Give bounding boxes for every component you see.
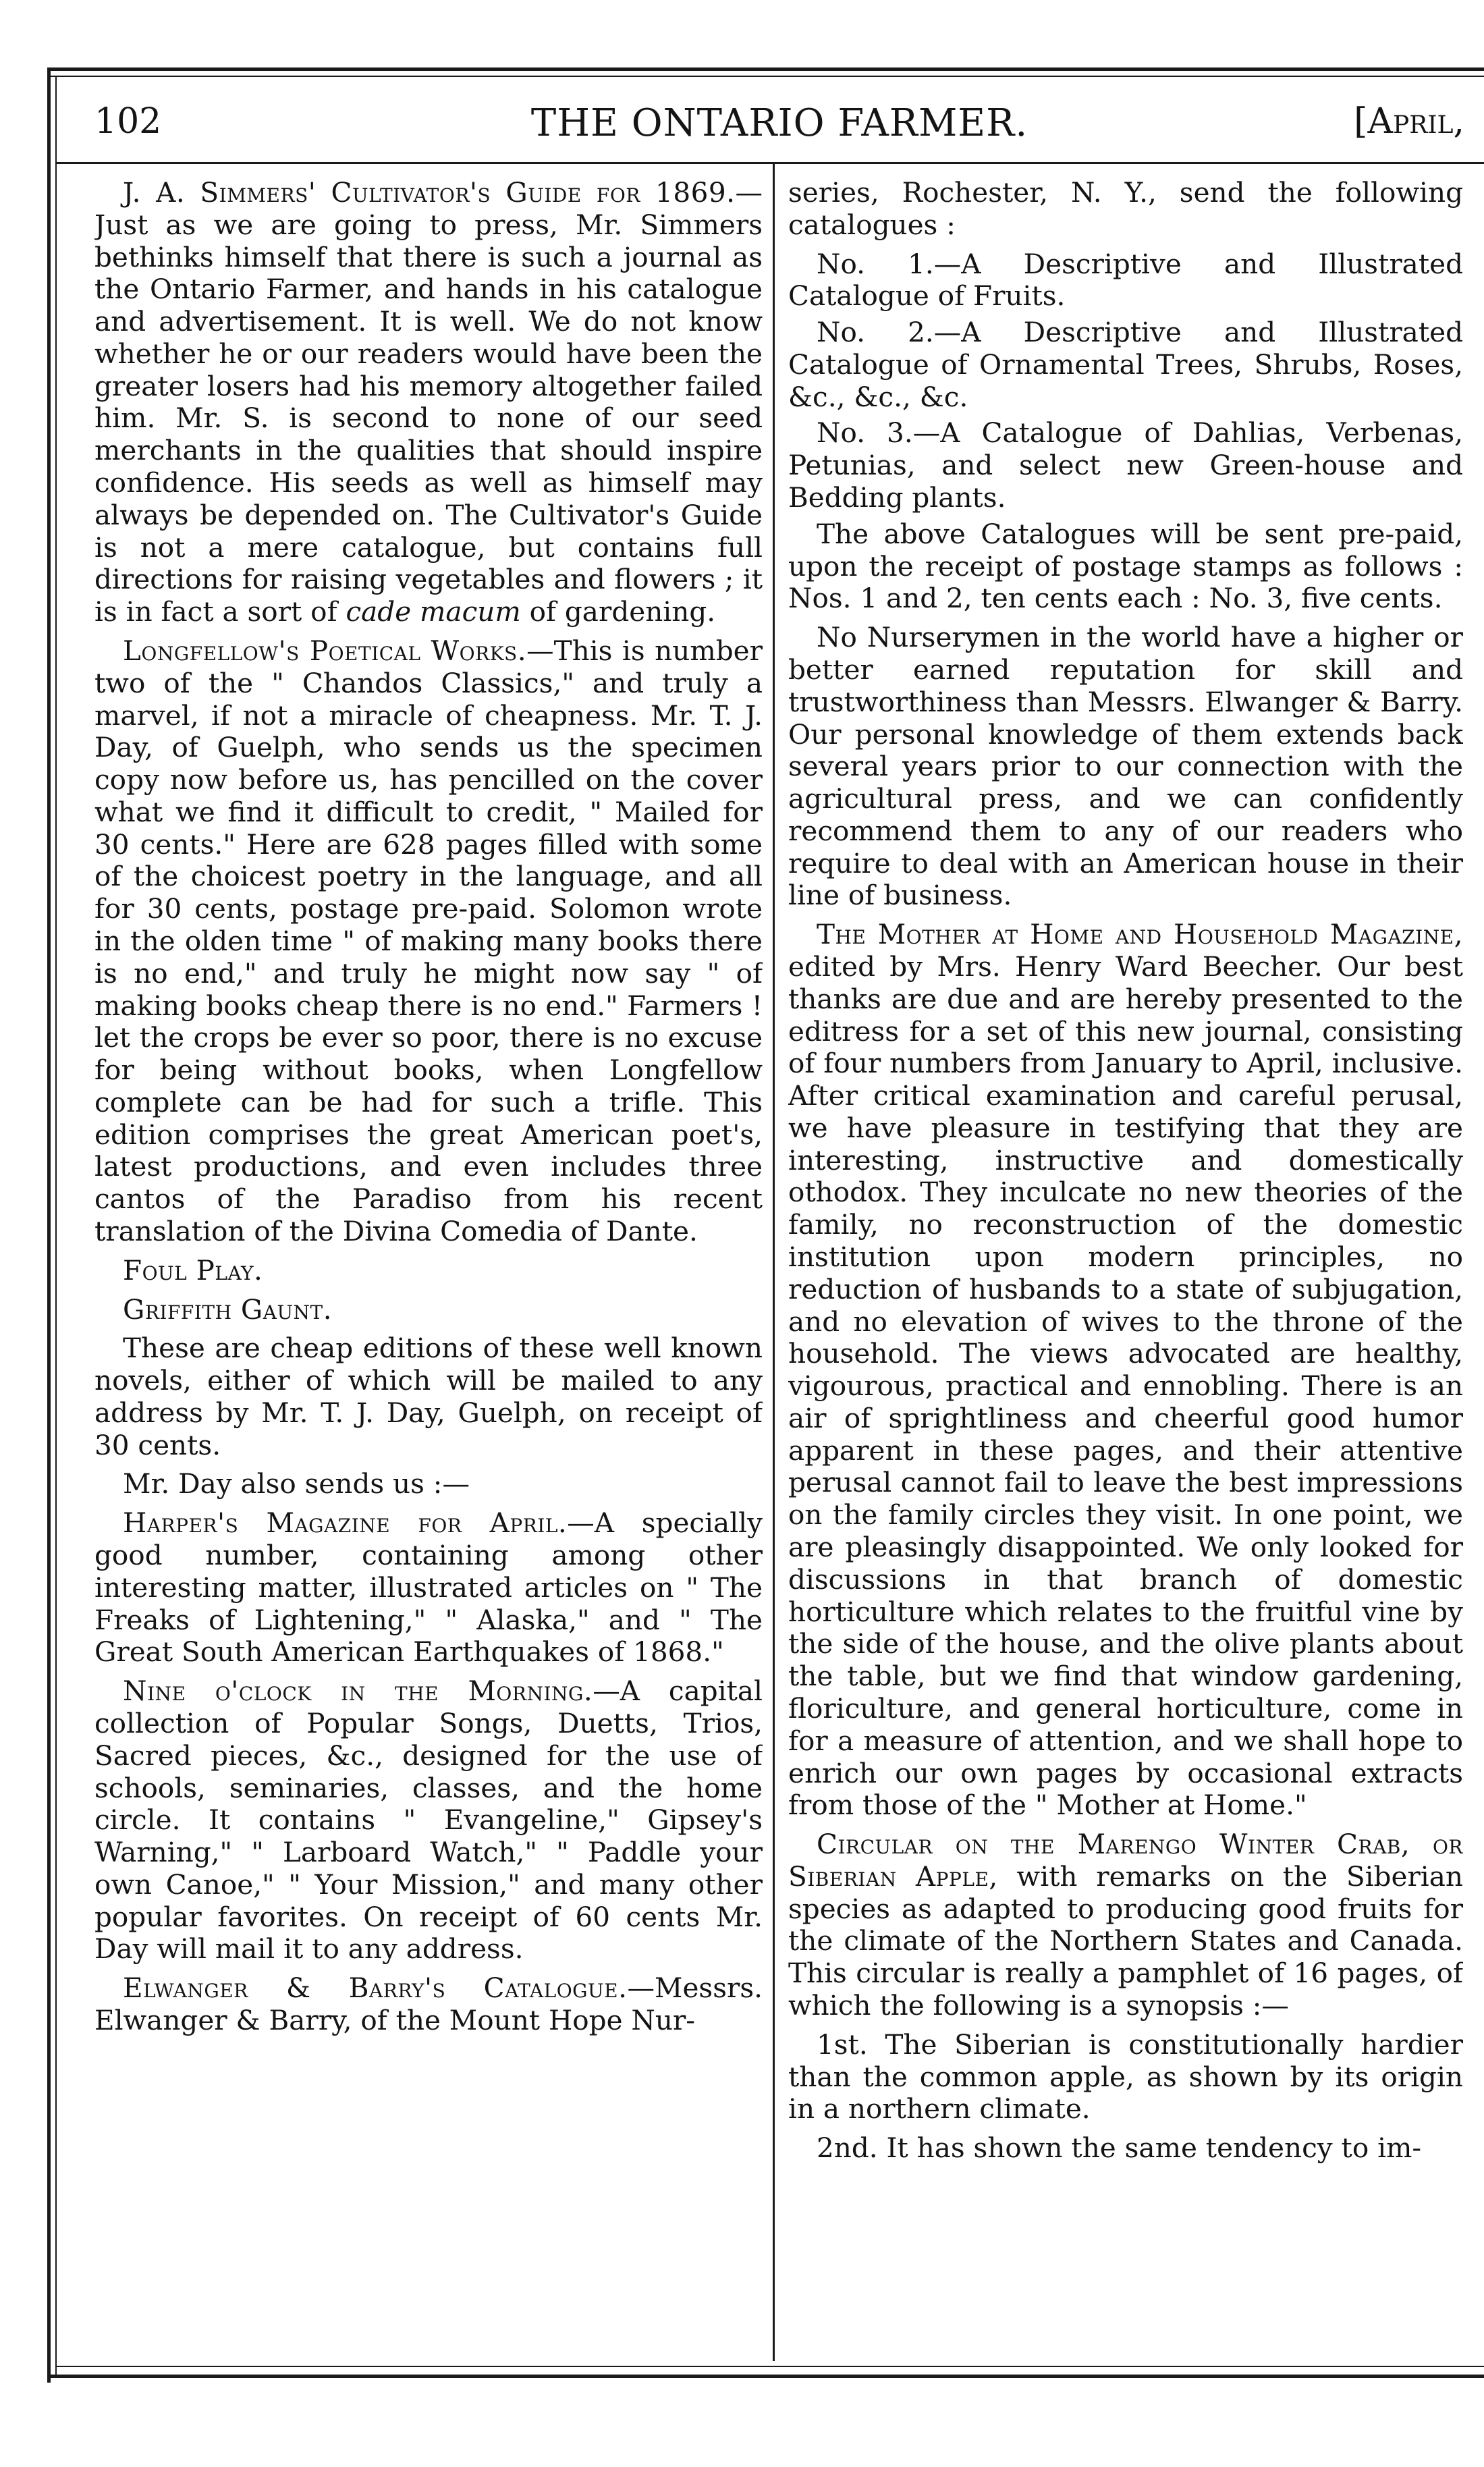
left-border-thin — [55, 76, 57, 2377]
catalogue-list — [788, 248, 1463, 514]
running-header — [94, 101, 1464, 162]
nurseries-continuation: series, Rochester, N. Y., send the following catalogues : — [788, 177, 1463, 241]
header-rule — [57, 162, 1484, 164]
bottom-border-thick — [47, 2375, 1484, 2378]
nurserymen-reputation-paragraph: No Nurserymen in the world have a higher or better earned reputation for skill and trustworthiness than Messrs. Elwanger & Barry. Our personal knowledge of them extends back several years prior to our connection with the agricultural press, and we can confidently recommend them to any of our readers who require to deal with an American house in their line of business. — [788, 621, 1463, 912]
catalogue-item-2: No. 2.—A Descriptive and Illustrated Catalogue of Ornamental Trees, Shrubs, Roses, &c., &c., &c. — [788, 316, 1463, 413]
longfellow-heading: Longfellow's Poetical Works. — [123, 634, 527, 667]
marengo-circular-heading: Circular on the Marengo Winter Crab, or Siberian Apple, — [788, 1828, 1463, 1893]
issue-month: [April, — [1354, 101, 1464, 142]
cheap-editions-paragraph: These are cheap editions of these well known novels, either of which will be mailed to any address by Mr. T. J. Day, Guelph, on receipt of 30 cents. — [94, 1332, 763, 1461]
nine-oclock-body: —A capital collection of Popular Songs, Duetts, Trios, Sacred pieces, &c., designed for the use of schools, seminaries, classes, and the home circle. It contains " Evangeline," Gipsey's Warning," " Larboard Watch," " Paddle your own Canoe," " Your Mission," and many other popular favorites. On receipt of 60 cents Mr. Day will mail it to any address. — [94, 1675, 763, 1966]
synopsis-point-1: 1st. The Siberian is constitutionally hardier than the common apple, as shown by its origin in a northern climate. — [788, 2028, 1463, 2125]
marengo-circular-body: with remarks on the Siberian species as adapted to producing good fruits for the climate of the Northern States and Canada. This circular is really a pamphlet of 16 pages, of which the following is a synopsis :— — [788, 1860, 1463, 2022]
left-border-thick — [47, 67, 51, 2383]
simmers-guide-italic: cade macum — [346, 595, 521, 628]
longfellow-notice — [94, 635, 763, 1248]
simmers-guide-body: —Just as we are going to press, Mr. Simmers bethinks himself that there is such a journal as the Ontario Farmer, and hands in his catalogue and advertisement. It is well. We do not know whether he or our readers would have been the greater losers had his memory altogether failed him. Mr. S. is second to none of our seed merchants in the qualities that should inspire confidence. His seeds as well as himself may always be depended on. The Cultivator's Guide is not a mere catalogue, but contains full directions for raising vegetables and flowers ; it is in fact a sort of — [94, 177, 763, 628]
mother-at-home-body: edited by Mrs. Henry Ward Beecher. Our best thanks are due and are hereby presented to the editress for a set of this new journal, consisting of four numbers from January to April, inclusive. After critical examination and careful perusal, we have pleasure in testifying that they are interesting, instructive and domestically othodox. They inculcate no new theories of the family, no reconstruction of the domestic institution upon modern principles, no reduction of husbands to a state of subjugation, and no elevation of wives to the throne of the household. The views advocated are healthy, vigourous, practical and ennobling. There is an air of sprightliness and cheerful good humor apparent in these pages, and their attentive perusal cannot fail to leave the best impressions on the family circles they visit. In one point, we are pleasingly disappointed. We only looked for discussions in that branch of domestic horticulture which relates to the fruitful vine by the side of the house, and the olive plants about the table, but we find that window gardening, floriculture, and general horticulture, come in for a measure of attention, and we shall hope to enrich our own pages by occasional extracts from those of the " Mother at Home." — [788, 950, 1463, 1822]
column-divider — [773, 164, 775, 2361]
catalogue-item-3: No. 3.—A Catalogue of Dahlias, Verbenas, Petunias, and select new Green-house and Bedding plants. — [788, 416, 1463, 514]
longfellow-body: —This is number two of the " Chandos Classics," and truly a marvel, if not a miracle of cheapness. Mr. T. J. Day, of Guelph, who sends us the specimen copy now before us, has pencilled on the cover what we find it difficult to credit, " Mailed for 30 cents." Here are 628 pages filled with some of the choicest poetry in the language, and all for 30 cents, postage pre-paid. Solomon wrote in the olden time " of making many books there is no end," and truly he might now say " of making books cheap there is no end." Farmers ! let the crops be ever so poor, there is no excuse for being without books, when Longfellow complete can be had for such a trifle. This edition comprises the great American poet's, latest productions, and even includes three cantos of the Paradiso from his recent translation of the Divina Comedia of Dante. — [94, 634, 763, 1247]
nine-oclock-notice — [94, 1675, 763, 1966]
elwanger-heading: Elwanger & Barry's Catalogue. — [123, 1972, 628, 2005]
mother-at-home-heading: The Mother at Home and Household Magazine, — [817, 918, 1463, 951]
foul-play-title: Foul Play. — [123, 1253, 263, 1286]
simmers-guide-heading: J. A. Simmers' Cultivator's Guide for 1869. — [123, 177, 736, 209]
elwanger-notice — [94, 1972, 763, 2037]
mother-at-home-notice — [788, 919, 1463, 1822]
simmers-guide-tail: of gardening. — [520, 595, 716, 628]
catalogue-item-1: No. 1.—A Descriptive and Illustrated Catalogue of Fruits. — [788, 247, 1463, 313]
marengo-circular-notice — [788, 1828, 1463, 2022]
right-column — [788, 177, 1463, 2369]
day-sends-paragraph: Mr. Day also sends us :— — [123, 1467, 470, 1500]
harpers-heading: Harper's Magazine for April. — [123, 1507, 568, 1540]
left-column — [94, 177, 763, 2369]
simmers-guide-notice — [94, 177, 763, 628]
catalogues-postage-paragraph: The above Catalogues will be sent pre-paid, upon the receipt of postage stamps as follows : Nos. 1 and 2, ten cents each : No. 3, five cents. — [788, 517, 1463, 615]
page-number: 102 — [94, 101, 162, 142]
top-border-thin — [47, 76, 1484, 77]
harpers-body: —A specially good number, containing among other interesting matter, illustrated articles on " The Freaks of Lightening," " Alaska," and " The Great South American Earthquakes of 1868." — [94, 1507, 763, 1669]
top-border-thick — [47, 67, 1484, 71]
harpers-notice — [94, 1507, 763, 1669]
journal-title: THE ONTARIO FARMER. — [530, 101, 1028, 145]
elwanger-body: —Messrs. Elwanger & Barry, of the Mount Hope Nur- — [94, 1972, 763, 2036]
synopsis-point-2: 2nd. It has shown the same tendency to im- — [817, 2132, 1422, 2165]
nine-oclock-heading: Nine o'clock in the Morning. — [123, 1675, 593, 1708]
griffith-gaunt-title: Griffith Gaunt. — [123, 1293, 333, 1326]
